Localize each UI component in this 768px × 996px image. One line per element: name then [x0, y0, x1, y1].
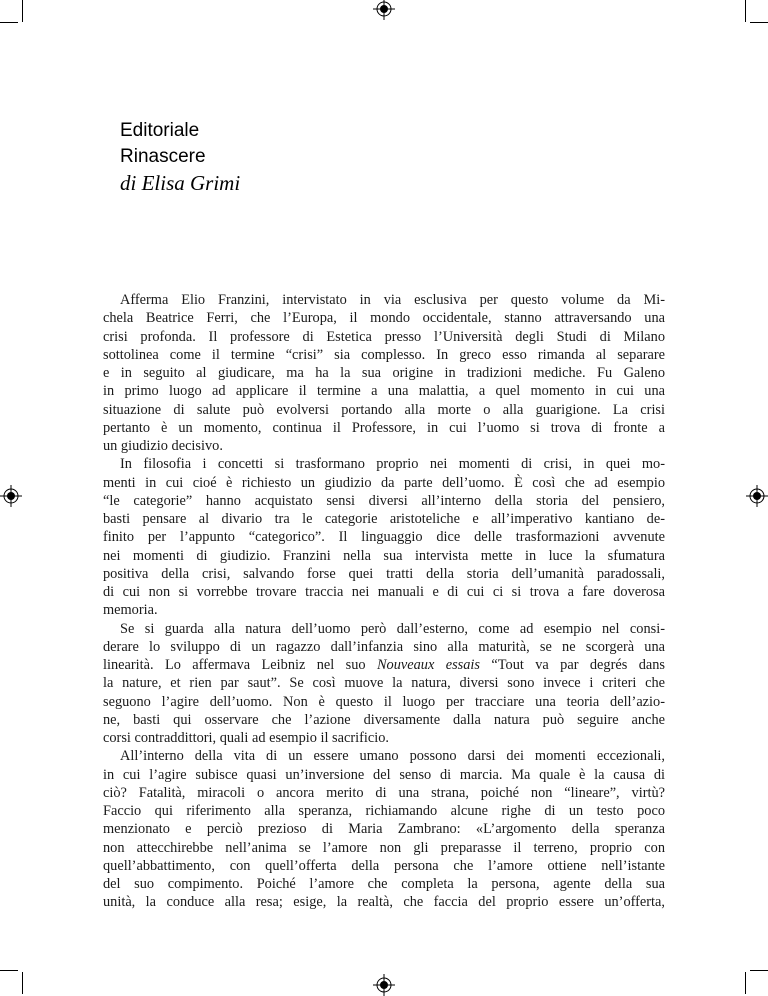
crop-mark	[750, 22, 768, 23]
crop-mark	[750, 970, 768, 971]
text-line: All’interno della vita di un essere umano possono darsi dei momenti eccezionali,	[120, 748, 665, 765]
text-line: crisi profonda. Il professore di Estetica presso l’Università degli Studi di Milano	[103, 328, 665, 345]
text-line: sottolinea come il termine “crisi” sia complesso. In greco esso rimanda al separare	[103, 346, 665, 363]
crop-mark	[745, 0, 746, 22]
text-line: ciò? Fatalità, miracoli o ancora merito di una strana, poiché non “lineare”, virtù?	[103, 784, 665, 801]
text-line: seguono l’agire dell’uomo. Non è questo il luogo per tracciare una teoria dell’azio-	[103, 693, 665, 710]
text-line: linearità. Lo affermava Leibniz nel suo Nouveaux essais “Tout va par degrés dans	[103, 657, 665, 673]
text-line: “le categorie” hanno acquistato sensi diversi all’interno della storia del pensiero,	[103, 492, 665, 509]
text-line: quell’abbattimento, con quell’offerta della persona che l’amore ottiene nell’istante	[103, 857, 665, 874]
text-line: la nature, et rien par saut”. Se così muove la natura, diversi sono invece i criteri che	[103, 675, 665, 692]
text-line: In filosofia i concetti si trasformano proprio nei momenti di crisi, in quei mo-	[120, 456, 665, 473]
article-title: Rinascere	[120, 146, 206, 167]
crop-mark	[22, 972, 23, 994]
text-line: pertanto è un momento, continua il Professore, in cui l’uomo si trova di fronte a	[103, 419, 665, 436]
text-line: in primo luogo ad applicare il termine a una malattia, a quel momento in cui una	[103, 383, 665, 400]
text-line: menzionato e perciò prezioso di Maria Zambrano: «L’argomento della speranza	[103, 821, 665, 838]
text-line: ne, basti qui osservare che l’azione diversamente dalla natura può seguire anche	[103, 711, 665, 728]
text-line: e in seguito al giudicare, ma ha la sua origine in tradizioni mediche. Fu Galeno	[103, 365, 665, 381]
registration-mark-icon	[746, 485, 768, 507]
registration-mark-icon	[373, 974, 395, 996]
registration-mark-icon	[373, 0, 395, 20]
registration-mark-icon	[0, 485, 22, 507]
section-label: Editoriale	[120, 120, 200, 141]
text-line: situazione di salute può evolversi portando alla morte o alla guarigione. La crisi	[103, 401, 665, 418]
text-line: in cui l’agire subisce quasi un’inversione del senso di marcia. Ma quale è la causa di	[103, 766, 665, 783]
text-line: Faccio qui riferimento alla speranza, richiamando alcune righe di un testo poco	[103, 803, 665, 819]
text-line: unità, la conduce alla resa; esige, la realtà, che faccia del proprio essere un’offerta,	[103, 894, 665, 911]
text-line: basti pensare al divario tra le categorie aristoteliche e all’imperativo kantiano de-	[103, 511, 665, 527]
article-heading	[120, 118, 640, 197]
text-line: del suo compimento. Poiché l’amore che completa la persona, agente della sua	[103, 876, 665, 892]
text-line: positiva della crisi, salvando forse quei tratti della storia dell’umanità paradossali,	[103, 565, 665, 582]
text-line: Afferma Elio Franzini, intervistato in via esclusiva per questo volume da Mi-	[120, 292, 665, 308]
article-body	[103, 291, 665, 912]
article-author: di Elisa Grimi	[120, 171, 241, 195]
crop-mark	[745, 972, 746, 994]
crop-mark	[0, 970, 18, 971]
text-line: Se si guarda alla natura dell’uomo però dall’esterno, come ad esempio nel consi-	[120, 620, 665, 637]
crop-mark	[22, 0, 23, 22]
text-line: non attecchirebbe nell’anima se l’amore non gli preparasse il terreno, proprio con	[103, 839, 665, 856]
text-line: chela Beatrice Ferri, che l’Europa, il mondo occidentale, stanno attraversando una	[103, 310, 665, 327]
text-line: derare lo sviluppo di un ragazzo dall’infanzia sino alla maturità, se ne scorgerà una	[103, 638, 665, 655]
text-line: menti in cui cioé è richiesto un giudizio da parte dell’uomo. È così che ad esempio	[103, 474, 665, 491]
text-line: di cui non si vorrebbe trovare traccia nei manuali e di cui ci si trova a fare doverosa	[103, 584, 665, 600]
text-line: nei momenti di giudizio. Franzini nella sua intervista mette in luce la sfumatura	[103, 547, 665, 564]
text-line: corsi contraddittori, quali ad esempio il sacrificio.	[103, 730, 389, 746]
crop-mark	[0, 22, 18, 23]
text-line: finito per l’appunto “categorico”. Il linguaggio dice delle trasformazioni avvenute	[103, 529, 665, 546]
text-line: un giudizio decisivo.	[103, 438, 223, 454]
text-line: memoria.	[103, 602, 158, 619]
book-title: Nouveaux essais	[376, 657, 480, 673]
